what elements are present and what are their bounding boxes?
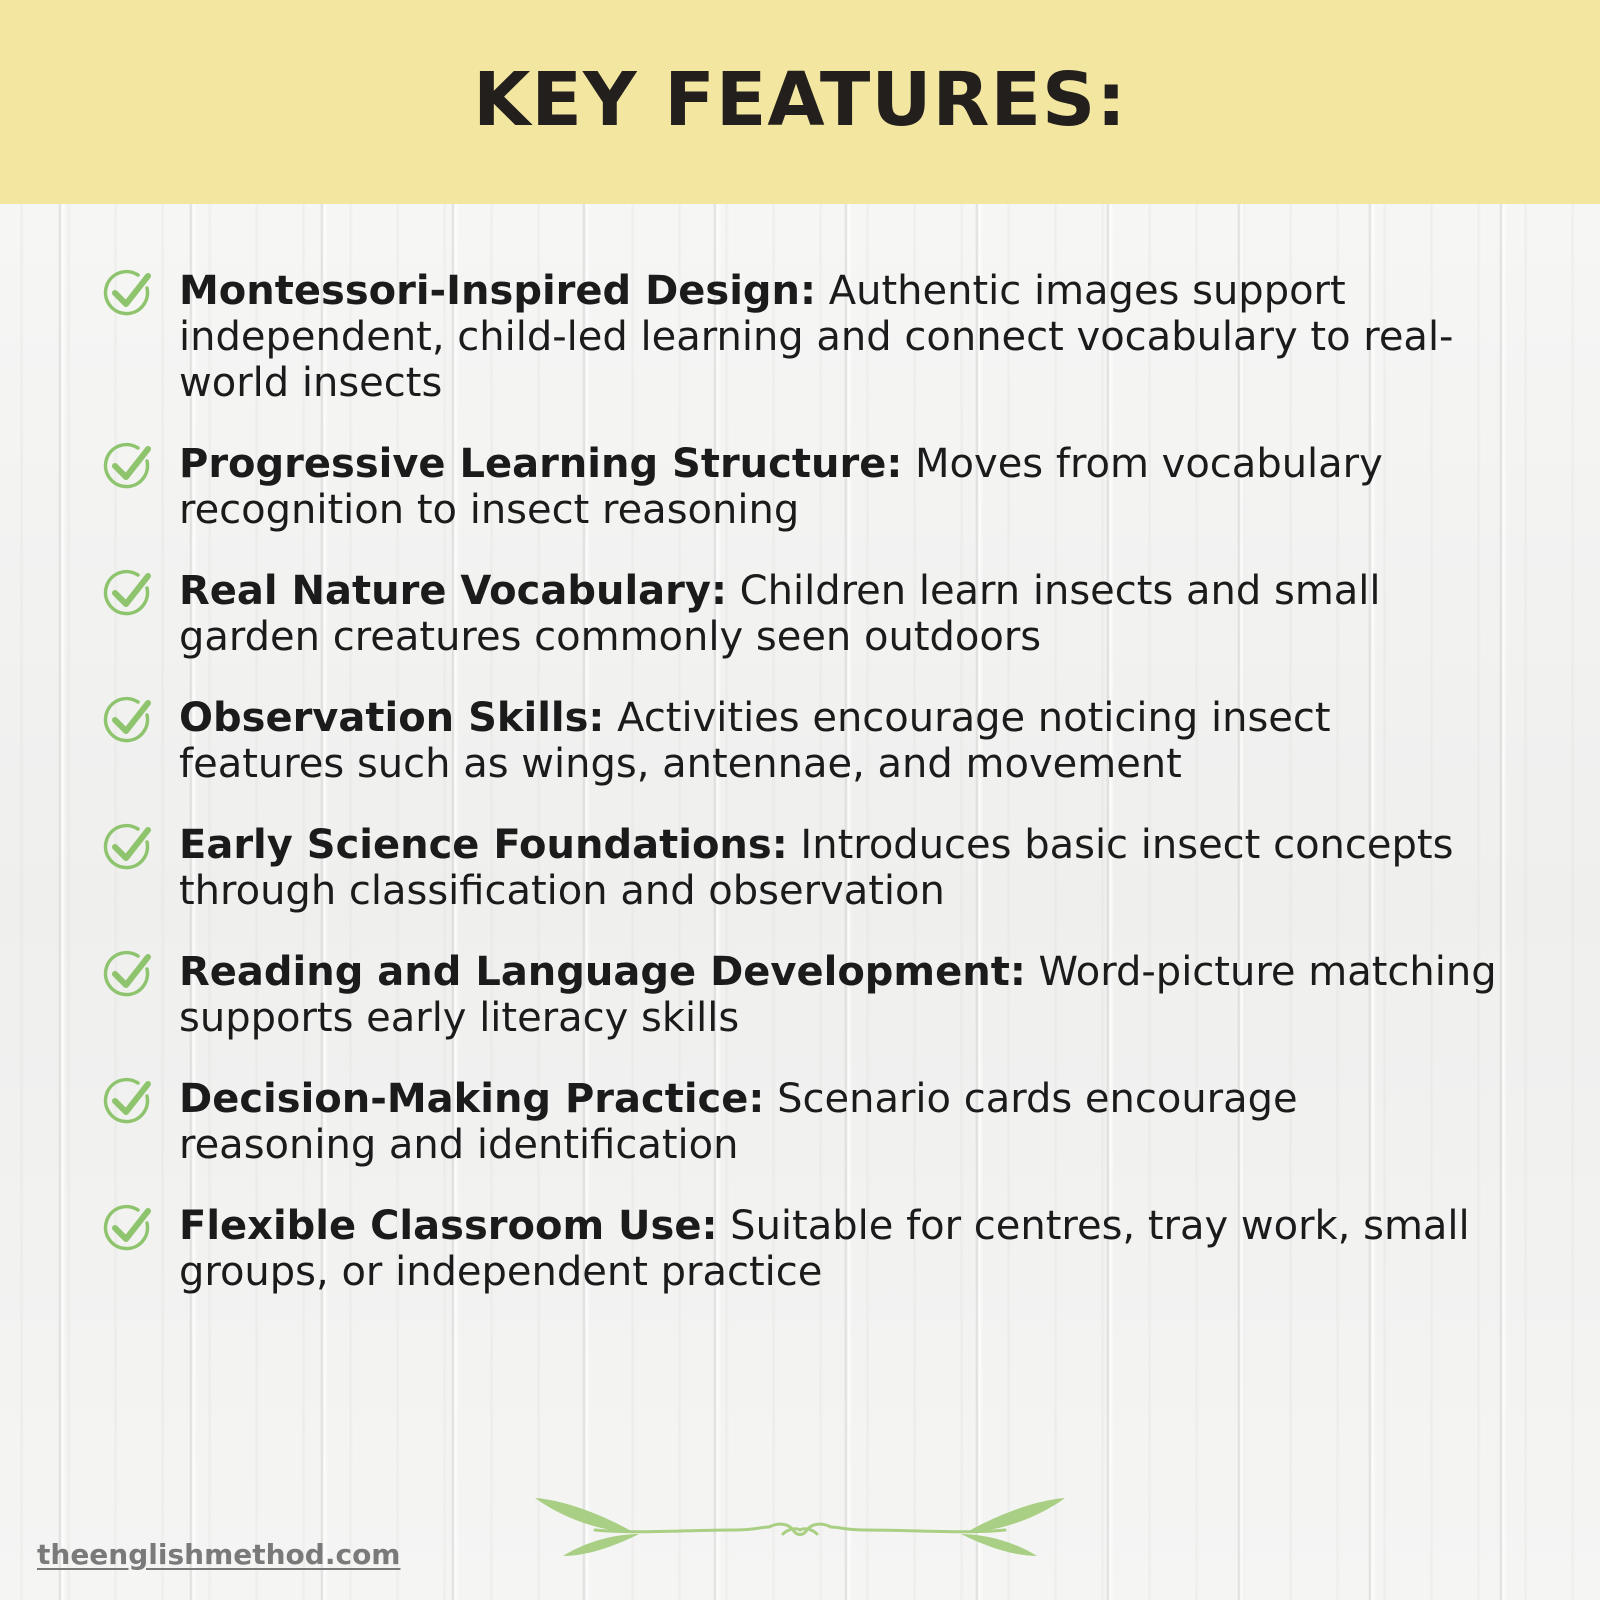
feature-item <box>100 568 1500 660</box>
feature-description: Authentic images support independent, child-led learning and connect vocabulary to real-world insects <box>179 268 1454 406</box>
feature-item <box>100 1203 1500 1295</box>
feature-text <box>179 441 1500 533</box>
page-title: KEY FEATURES: <box>473 57 1127 143</box>
footer-url[interactable]: theenglishmethod.com <box>37 1538 401 1571</box>
check-circle-icon <box>102 695 156 747</box>
feature-text <box>179 695 1500 787</box>
feature-text <box>179 568 1500 660</box>
feature-item <box>100 268 1500 406</box>
feature-list <box>100 268 1500 1330</box>
feature-item <box>100 822 1500 914</box>
feature-title: Reading and Language Development: <box>179 949 1026 995</box>
check-circle-icon <box>102 822 156 874</box>
feature-title: Early Science Foundations: <box>179 822 788 868</box>
check-circle-icon <box>102 268 156 320</box>
feature-description: Activities encourage noticing insect features such as wings, antennae, and movement <box>179 695 1331 787</box>
feature-description: Introduces basic insect concepts through classification and observation <box>179 822 1454 914</box>
feature-description: Children learn insects and small garden creatures commonly seen outdoors <box>179 568 1381 660</box>
check-circle-icon <box>102 568 156 620</box>
check-circle-icon <box>102 949 156 1001</box>
feature-text <box>179 1203 1500 1295</box>
feature-item <box>100 695 1500 787</box>
check-circle-icon <box>102 1076 156 1128</box>
check-circle-icon <box>102 1203 156 1255</box>
check-circle-icon <box>102 441 156 493</box>
feature-item <box>100 441 1500 533</box>
feature-title: Observation Skills: <box>179 695 605 741</box>
feature-title: Flexible Classroom Use: <box>179 1203 718 1249</box>
feature-description: Suitable for centres, tray work, small groups, or independent practice <box>179 1203 1470 1295</box>
feature-title: Real Nature Vocabulary: <box>179 568 727 614</box>
feature-text <box>179 268 1500 406</box>
feature-description: Moves from vocabulary recognition to insect reasoning <box>179 441 1383 533</box>
feature-title: Progressive Learning Structure: <box>179 441 903 487</box>
feature-title: Montessori-Inspired Design: <box>179 268 817 314</box>
feature-title: Decision-Making Practice: <box>179 1076 765 1122</box>
feature-text <box>179 1076 1500 1168</box>
feature-text <box>179 949 1500 1041</box>
feature-description: Word-picture matching supports early literacy skills <box>179 949 1497 1041</box>
header-banner <box>0 0 1600 204</box>
feature-text <box>179 822 1500 914</box>
leaf-vine-divider-icon <box>535 1494 1065 1562</box>
feature-item <box>100 949 1500 1041</box>
feature-item <box>100 1076 1500 1168</box>
feature-description: Scenario cards encourage reasoning and identification <box>179 1076 1298 1168</box>
